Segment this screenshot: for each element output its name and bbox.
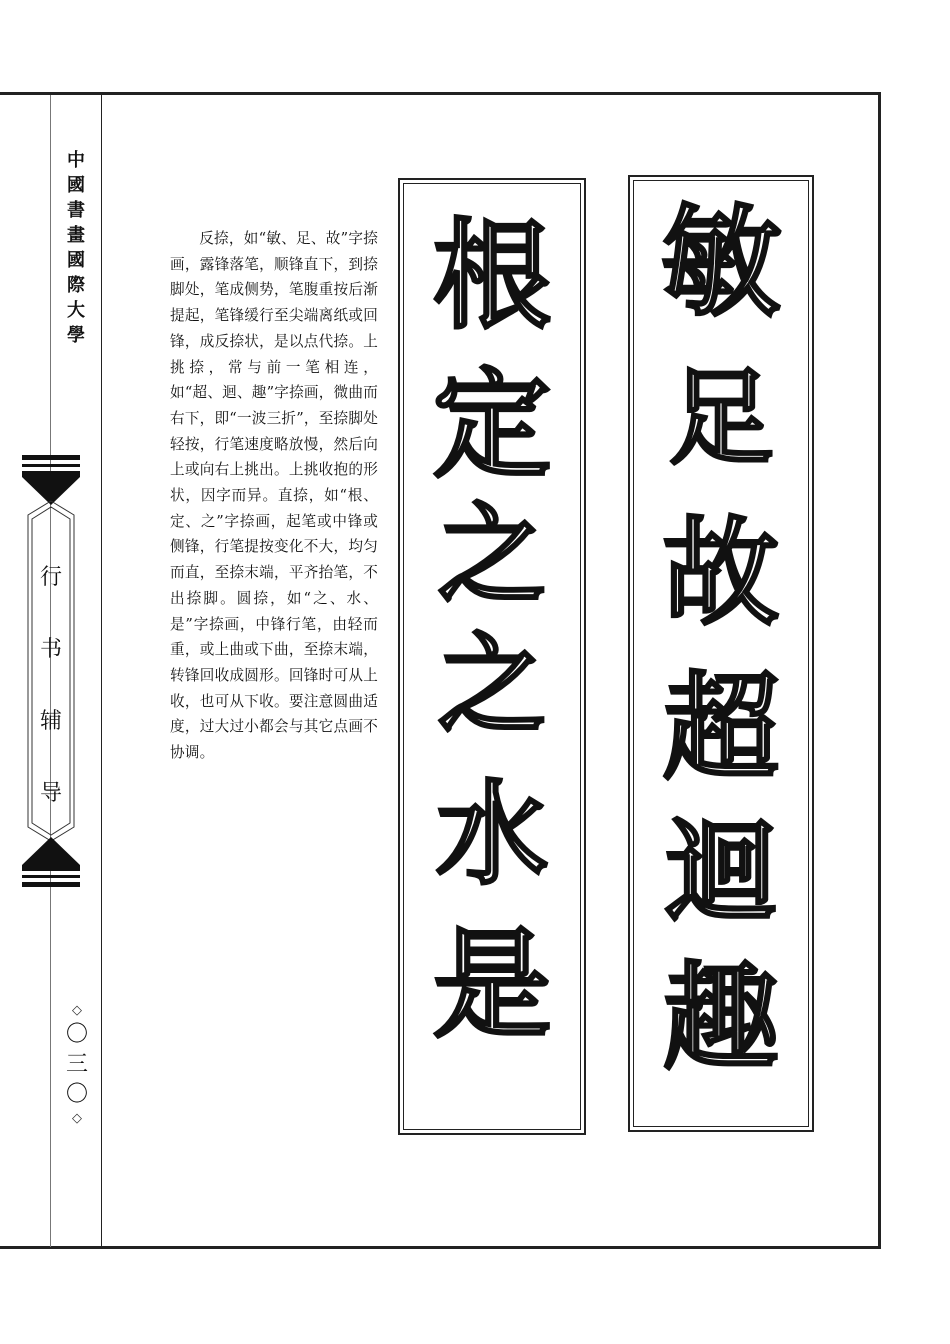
university-char: 畫	[67, 225, 85, 246]
diamond-icon: ◇	[72, 1003, 82, 1018]
diamond-icon: ◇	[72, 1111, 82, 1126]
page-number-digit: 〇	[65, 1022, 88, 1047]
university-char: 中	[67, 150, 85, 171]
calligraphy-char: 超	[663, 660, 779, 796]
section-title	[22, 560, 80, 848]
calligraphy-char: 敏	[661, 192, 781, 333]
section-label-box	[22, 455, 80, 887]
university-char: 學	[67, 325, 85, 346]
page-number	[64, 1002, 90, 1128]
body-text: 反捺，如“敏、足、故”字捺画，露锋落笔，顺锋直下，到捺脚处，笔成侧势，笔腹重按后渐提起，笔锋缓行至尖端离纸或回锋，成反捺状，是以点代捺。上挑捺，常与前一笔相连，如“超、迴、趣”字捺画，微曲而右下，即“一波三折”，至捺脚处轻按，行笔速度略放慢，然后向上或向右上挑出。上挑收抱的形状，因字而异。直捺，如“根、定、之”字捺画，起笔或中锋或侧锋，行笔提按变化不大，均匀而直，至捺末端，平齐抬笔，不出捺脚。圆捺，如“之、水、是”字捺画，中锋行笔，由轻而重，或上曲或下曲，至捺末端，转锋回收成圆形。回锋时可从上收，也可从下收。要注意圆曲适度，过大过小都会与其它点画不协调。	[170, 230, 378, 762]
calligraphy-char: 之	[437, 622, 546, 748]
calligraphy-char: 是	[432, 915, 551, 1054]
calligraphy-char: 根	[432, 206, 551, 345]
page-number-digit: 〇	[65, 1082, 88, 1107]
university-char: 書	[67, 200, 85, 221]
margin-rule-inner	[101, 95, 102, 1247]
calligraphy-panel-right	[628, 175, 814, 1132]
university-title	[62, 148, 90, 348]
calligraphy-panel-left	[398, 178, 586, 1135]
calligraphy-char: 定	[432, 355, 551, 494]
page-number-digit: 三	[65, 1052, 88, 1077]
calligraphy-char: 趣	[663, 950, 779, 1086]
university-char: 國	[67, 175, 85, 196]
university-char: 國	[67, 250, 85, 271]
calligraphy-char: 水	[436, 769, 548, 900]
section-char: 导	[39, 781, 62, 806]
section-char: 书	[39, 637, 62, 662]
section-char: 辅	[39, 709, 62, 734]
calligraphy-char: 足	[668, 356, 773, 479]
university-char: 際	[67, 275, 85, 296]
university-char: 大	[67, 300, 85, 321]
calligraphy-char: 故	[663, 505, 779, 641]
calligraphy-char: 迴	[665, 807, 777, 938]
section-char: 行	[39, 565, 62, 590]
calligraphy-char: 之	[437, 492, 546, 618]
